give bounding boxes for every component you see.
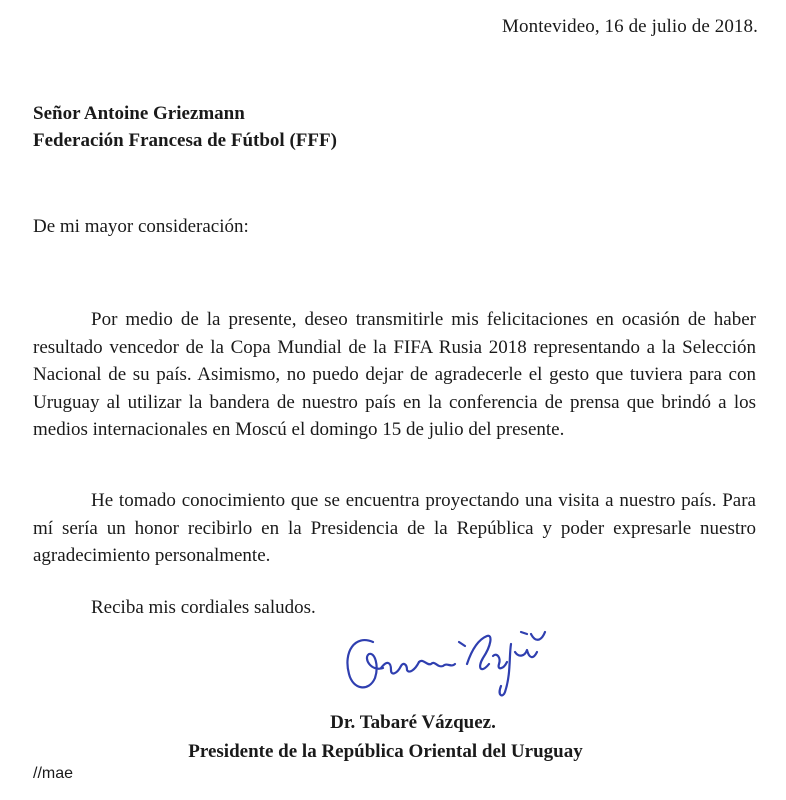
closing-line: Reciba mis cordiales saludos. <box>91 597 316 618</box>
signer-title: Presidente de la República Oriental del Uruguay <box>188 741 583 762</box>
letter-date: Montevideo, 16 de julio de 2018. <box>502 16 758 37</box>
reference-initials: //mae <box>33 765 74 782</box>
recipient-organization: Federación Francesa de Fútbol (FFF) <box>33 130 337 151</box>
recipient-block <box>33 100 337 154</box>
body-paragraph-1: Por medio de la presente, deseo transmitirle mis felicitaciones en ocasión de haber resultado vencedor de la Copa Mundial de la FIFA Rusia 2018 representando a la Selección Nacional de su país. Asimismo, no puedo dejar de agradecerle el gesto que tuviera para con Uruguay al utilizar la bandera de nuestro país en la conferencia de prensa que brindó a los medios internacionales en Moscú el domingo 15 de julio del presente. <box>33 309 756 440</box>
salutation: De mi mayor consideración: <box>33 216 249 237</box>
body-paragraph-2: He tomado conocimiento que se encuentra proyectando una visita a nuestro país. Para mí sería un honor recibirlo en la Presidencia de la República y poder expresarle nuestro agradecimiento personalmente. <box>33 490 756 566</box>
recipient-name: Señor Antoine Griezmann <box>33 103 245 124</box>
signer-name: Dr. Tabaré Vázquez. <box>330 712 496 733</box>
signer-block <box>0 708 786 766</box>
handwritten-signature <box>335 612 560 702</box>
